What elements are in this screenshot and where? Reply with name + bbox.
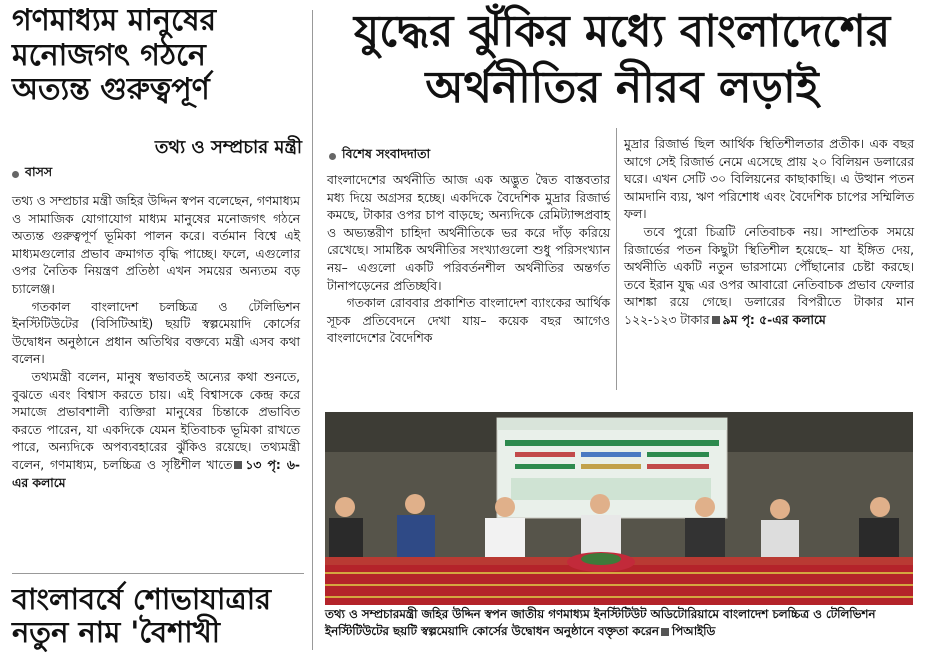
left-headline xyxy=(12,4,312,108)
photo-caption xyxy=(325,606,921,640)
left-headline-line-3: অত্যন্ত গুরুত্বপূর্ণ xyxy=(12,72,210,107)
main-col-1 xyxy=(327,172,610,348)
credit-square-icon xyxy=(661,628,669,636)
left-byline xyxy=(12,164,52,184)
photo-caption-text: তথ্য ও সম্প্রচারমন্ত্রী জহির উদ্দিন স্বপন জাতীয় গণমাধ্যম ইনস্টিটিউট অডিটোরিয়ামে বাংলাদেশ চলচ্চিত্র ও টেলিভিশন ইনস্টিটিউটের ছয়টি স্বল্পমেয়াদি কোর্সের উদ্বোধন অনুষ্ঠানে বক্তৃতা করেন xyxy=(325,607,876,638)
left-bottom-headline xyxy=(12,583,312,650)
event-photo xyxy=(325,412,913,605)
main-byline xyxy=(329,146,430,166)
main-byline-text: বিশেষ সংবাদদাতা xyxy=(342,146,431,161)
left-subhead: তথ্য ও সম্প্রচার মন্ত্রী xyxy=(154,137,302,158)
main-headline-line-2: অর্থনীতির নীরব লড়াই xyxy=(425,62,819,113)
left-headline-line-2: মনোজগৎ গঠনে xyxy=(12,37,206,73)
left-article-body xyxy=(12,193,300,492)
jump-square-icon xyxy=(712,316,720,324)
bullet-icon xyxy=(12,171,19,178)
jump-square-icon xyxy=(234,461,242,469)
photo-credit: পিআইডি xyxy=(671,624,716,638)
bullet-icon xyxy=(329,153,336,160)
main-col1-para-2: গতকাল রোববার প্রকাশিত বাংলাদেশ ব্যাংকের আর্থিক সূচক প্রতিবেদনে দেখা যায়– কয়েক বছর আগেও বাংলাদেশের বৈদেশিক xyxy=(327,296,610,346)
left-para-1: তথ্য ও সম্প্রচার মন্ত্রী জহির উদ্দিন স্বপন বলেছেন, গণমাধ্যম ও সামাজিক যোগাযোগ মাধ্যম মানুষের মনোজগৎ গঠনে অত্যন্ত গুরুত্বপূর্ণ ভূমিকা পালন করে। বর্তমান বিশ্বে এই মাধ্যমগুলোর প্রভাব ক্রমাগত বৃদ্ধি পাচ্ছে। ফলে, এগুলোর ওপর নৈতিক নিয়ন্ত্রণ প্রতিষ্ঠা এখন সময়ের অন্যতম বড় চ্যালেঞ্জ। xyxy=(12,194,300,296)
left-jump-ref[interactable]: ১৩ পৃ: ৬-এর কলামে xyxy=(12,457,301,490)
left-divider xyxy=(12,573,304,574)
event-photo-illustration xyxy=(325,412,913,605)
column-rule xyxy=(312,10,313,650)
main-headline-line-1: যুদ্ধের ঝুঁকির মধ্যে বাংলাদেশের xyxy=(353,6,891,57)
main-jump-ref[interactable]: ৯ম পৃ: ৫-এর কলামে xyxy=(722,312,826,327)
main-col2-para-2-text: তবে পুরো চিত্রটি নেতিবাচক নয়। সাম্প্রতিক সময়ে রিজার্ভের পতন কিছুটা স্থিতিশীল হয়েছে– যা ইঙ্গিত দেয়, অর্থনীতি একটি নতুন ভারসাম্যে পৌঁছানোর চেষ্টা করছে। তবে ইরান যুদ্ধ এর ওপর আবারো নেতিবাচক প্রভাব ফেলার আশঙ্কা রয়ে গেছে। ডলারের বিপরীতে টাকার মান ১২২-১২৩ টাকার xyxy=(624,224,914,327)
left-bottom-headline-line-1: বাংলাবর্ষে শোভাযাত্রার xyxy=(12,582,272,616)
left-byline-text: বাসস xyxy=(25,164,53,179)
main-col2-para-1: মুদ্রার রিজার্ভ ছিল আর্থিক স্থিতিশীলতার প্রতীক। এক বছর আগে সেই রিজার্ভ নেমে এসেছে প্রায় ২০ বিলিয়ন ডলারের ঘরে। এখন সেটি ৩০ বিলিয়নের কাছাকাছি। এ উত্থান পতন আমদানি ব্যয়, ঋণ পরিশোধ এবং বৈদেশিক চাপের সম্মিলিত ফল। xyxy=(624,137,914,222)
left-bottom-headline-line-2: নতুন নাম 'বৈশাখী xyxy=(12,615,221,650)
left-headline-line-1: গণমাধ্যম মানুষের xyxy=(12,3,217,38)
left-para-3 xyxy=(12,369,300,492)
main-col1-para-1: বাংলাদেশের অর্থনীতি আজ এক অদ্ভুত দ্বৈত বাস্তবতার মধ্য দিয়ে অগ্রসর হচ্ছে। একদিকে বৈদেশিক মুদ্রার রিজার্ভ কমছে, টাকার ওপর চাপ বাড়ছে; অন্যদিকে রেমিট্যান্সপ্রবাহ ও অভ্যন্তরীণ চাহিদা অর্থনীতিকে ভর করে দাঁড় করিয়ে রেখেছে। সামষ্টিক অর্থনীতির সংখ্যাগুলো শুধু পরিসংখ্যান নয়– এগুলো একটি পরিবর্তনশীল অর্থনীতির অন্তর্গত টানাপড়েনের প্রতিচ্ছবি। xyxy=(327,173,610,293)
main-col2-para-2 xyxy=(624,224,914,330)
left-para-2: গতকাল বাংলাদেশ চলচ্চিত্র ও টেলিভিশন ইনস্টিটিউটের (বিসিটিআই) ছয়টি স্বল্পমেয়াদি কোর্সের উদ্বোধন অনুষ্ঠানে প্রধান অতিথির বক্তব্যে মন্ত্রী এসব কথা বলেন। xyxy=(12,299,300,367)
main-headline xyxy=(324,4,920,116)
main-col-2 xyxy=(624,136,914,330)
left-para-3-text: তথ্যমন্ত্রী বলেন, মানুষ স্বভাবতই অন্যের কথা শুনতে, বুঝতে এবং বিশ্বাস করতে চায়। এই বিশ্বাসকে কেন্দ্র করে সমাজে প্রভাবশালী ব্যক্তিরা মানুষের চিন্তাকে প্রভাবিত করতে পারেন, যা একদিকে যেমন ইতিবাচক ভূমিকা রাখতে পারে, অন্যদিকে অপব্যবহারের ঝুঁকিও রয়েছে। তথ্যমন্ত্রী বলেন, গণমাধ্যম, চলচ্চিত্র ও সৃষ্টিশীল খাতে xyxy=(12,369,300,472)
main-column-rule xyxy=(616,128,617,390)
